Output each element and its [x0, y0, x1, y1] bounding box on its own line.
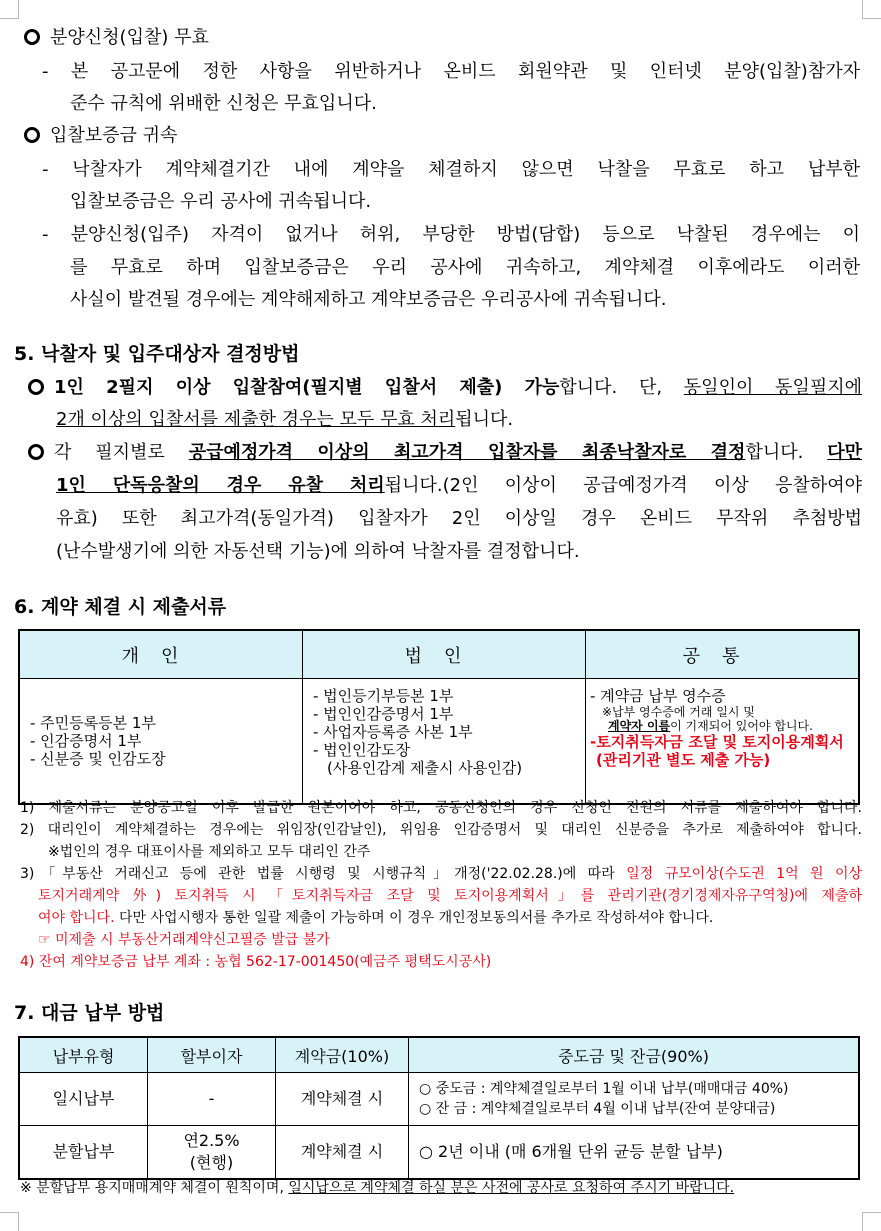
doc-land-funding-plan-note: (관리기관 별도 제출 가능) [596, 751, 771, 769]
invalid-rule-line-2: 준수 규칙에 위배한 신청은 무효입니다. [70, 93, 377, 114]
receipt-note-2: 계약자 이름이 기재되어 있어야 합니다. [608, 719, 813, 733]
common-documents [586, 679, 860, 805]
note-1: 1) 제출서류는 분양공고일 이후 발급한 원본이어야 하고, 공동신청인의 경우 신청인 전원의 서류를 제출하여야 합니다. [20, 800, 862, 816]
doc-id-and-seal: - 신분증 및 인감도장 [30, 750, 166, 768]
bullet-invalid-application: 분양신청(입찰) 무효 [24, 26, 864, 50]
row2-type: 분할납부 [19, 1126, 148, 1180]
note-2: 2) 대리인이 계약체결하는 경우에는 위임장(인감날인), 위임용 인감증명서 및 대리인 신분증을 추가로 제출하여야 합니다. [20, 822, 862, 838]
crop-mark-top-right [862, 0, 881, 19]
circle-bullet-icon [24, 127, 40, 143]
row1-deposit: 계약체결 시 [276, 1073, 409, 1126]
s5-bullet-1-line-1: 1인 2필지 이상 입찰참여(필지별 입찰서 제출) 가능합니다. 단, 동일인이 동일필지에 [28, 375, 862, 401]
section-6-title: 6. 계약 체결 시 제출서류 [14, 596, 227, 618]
forfeit-rule-line-1: - 낙찰자가 계약체결기간 내에 계약을 체결하지 않으면 낙찰을 무효로 하고 납부한 [42, 159, 860, 180]
note-3-warning: ☞ 미제출 시 부동산거래계약신고필증 발급 불가 [38, 932, 330, 948]
crop-mark-bottom-left [0, 1212, 19, 1231]
header-balance: 중도금 및 잔금(90%) [409, 1037, 860, 1073]
s5-bullet-2-line-3: 유효) 또한 최고가격(동일가격) 입찰자가 2인 이상일 경우 온비드 무작위 추첨방법 [56, 508, 862, 529]
doc-corp-seal-cert: - 법인인감증명서 1부 [313, 705, 454, 723]
circle-bullet-icon [28, 379, 44, 395]
s5-bullet-1-line-2: 2개 이상의 입찰서를 제출한 경우는 모두 무효 처리됩니다. [56, 409, 514, 430]
header-installment-interest: 할부이자 [148, 1037, 276, 1073]
doc-land-funding-plan: -토지취득자금 조달 및 토지이용계획서 [590, 733, 844, 751]
s5-bullet-2-line-4: (난수발생기에 의한 자동선택 기능)에 의하여 낙찰자를 결정합니다. [56, 541, 580, 562]
doc-deposit-receipt: - 계약금 납부 영수증 [590, 687, 726, 705]
row1-type: 일시납부 [19, 1073, 148, 1126]
crop-mark-top-left [0, 0, 19, 19]
doc-business-registration: - 사업자등록증 사본 1부 [313, 723, 473, 741]
footer-note: ※ 분할납부 용지매매계약 체결이 원칙이며, 일시납으로 계약체결 하실 분은 사전에 공사로 요청하여 주시기 바랍니다. [20, 1180, 735, 1196]
header-deposit: 계약금(10%) [276, 1037, 409, 1073]
forfeit-rule-line-5: 사실이 발견될 경우에는 계약해제하고 계약보증금은 우리공사에 귀속됩니다. [70, 289, 667, 310]
note-3-line-3: 여야 합니다. 다만 사업시행자 통한 일괄 제출이 가능하며 이 경우 개인정보동의서를 추가로 작성하셔야 합니다. [38, 910, 714, 926]
receipt-note-1: ※납부 영수증에 거래 일시 및 [602, 705, 755, 719]
note-2-sub: ※법인의 경우 대표이사를 제외하고 모두 대리인 간주 [48, 844, 371, 860]
corporation-documents [303, 679, 586, 805]
header-individual: 개인 [19, 630, 303, 679]
forfeit-rule-line-4: 를 무효로 하며 입찰보증금은 우리 공사에 귀속하고, 계약체결 이후에라도 이러한 [70, 257, 860, 278]
row1-balance [409, 1073, 860, 1126]
invalid-rule-line-1: - 본 공고문에 정한 사항을 위반하거나 온비드 회원약관 및 인터넷 분양(입찰)참가자 [42, 61, 860, 82]
doc-seal-certificate: - 인감증명서 1부 [30, 732, 142, 750]
row2-interest: 연2.5% (현행) [148, 1126, 276, 1180]
s5-bullet-2-line-1: 각 필지별로 공급예정가격 이상의 최고가격 입찰자를 최종낙찰자로 결정합니다. 다만 [28, 440, 862, 466]
row2-balance: ○ 2년 이내 (매 6개월 단위 균등 분할 납부) [409, 1126, 860, 1180]
row1-final-payment: ○ 잔 금 : 계약체결일로부터 4월 이내 납부(잔여 분양대금) [419, 1101, 776, 1117]
required-documents-table [18, 629, 860, 805]
s5-bullet-2-line-2: 1인 단독응찰의 경우 유찰 처리됩니다.(2인 이상이 공급예정가격 이상 응찰하여야 [56, 475, 862, 496]
crop-mark-bottom-right [862, 1212, 881, 1231]
circle-bullet-icon [24, 29, 40, 45]
doc-corp-seal: - 법인인감도장 [313, 741, 411, 759]
section-5-title: 5. 낙찰자 및 입주대상자 결정방법 [14, 343, 300, 365]
note-4-account: 4) 잔여 계약보증금 납부 계좌 : 농협 562-17-001450(예금주 평택도시공사) [20, 954, 492, 970]
payment-method-table [18, 1036, 860, 1180]
bullet-deposit-forfeit: 입찰보증금 귀속 [24, 124, 864, 148]
circle-bullet-icon [28, 444, 44, 460]
section-7-title: 7. 대금 납부 방법 [14, 1002, 165, 1024]
note-3-line-1: 3)「부동산 거래신고 등에 관한 법률 시행령 및 시행규칙」개정('22.02.28.)에 따라 일정 규모이상(수도권 1억 원 이상 [20, 866, 862, 882]
header-payment-type: 납부유형 [19, 1037, 148, 1073]
forfeit-rule-line-2: 입찰보증금은 우리 공사에 귀속됩니다. [70, 191, 372, 212]
header-common: 공통 [586, 630, 860, 679]
doc-corp-registry: - 법인등기부등본 1부 [313, 687, 454, 705]
forfeit-rule-line-3: - 분양신청(입주) 자격이 없거나 허위, 부당한 방법(담합) 등으로 낙찰된 경우에는 이 [42, 224, 860, 245]
note-3-line-2: 토지거래계약 外) 토지취득 시 「토지취득자금 조달 및 토지이용계획서」를 관리기관(경기경제자유구역청)에 제출하 [38, 888, 862, 904]
row1-middle-payment: ○ 중도금 : 계약체결일로부터 1월 이내 납부(매매대금 40%) [419, 1081, 789, 1097]
row1-interest: - [148, 1073, 276, 1126]
row2-deposit: 계약체결 시 [276, 1126, 409, 1180]
header-corporation: 법인 [303, 630, 586, 679]
doc-usage-seal-note: (사용인감계 제출시 사용인감) [327, 759, 523, 777]
doc-resident-register: - 주민등록등본 1부 [30, 714, 156, 732]
individual-documents [19, 679, 303, 805]
